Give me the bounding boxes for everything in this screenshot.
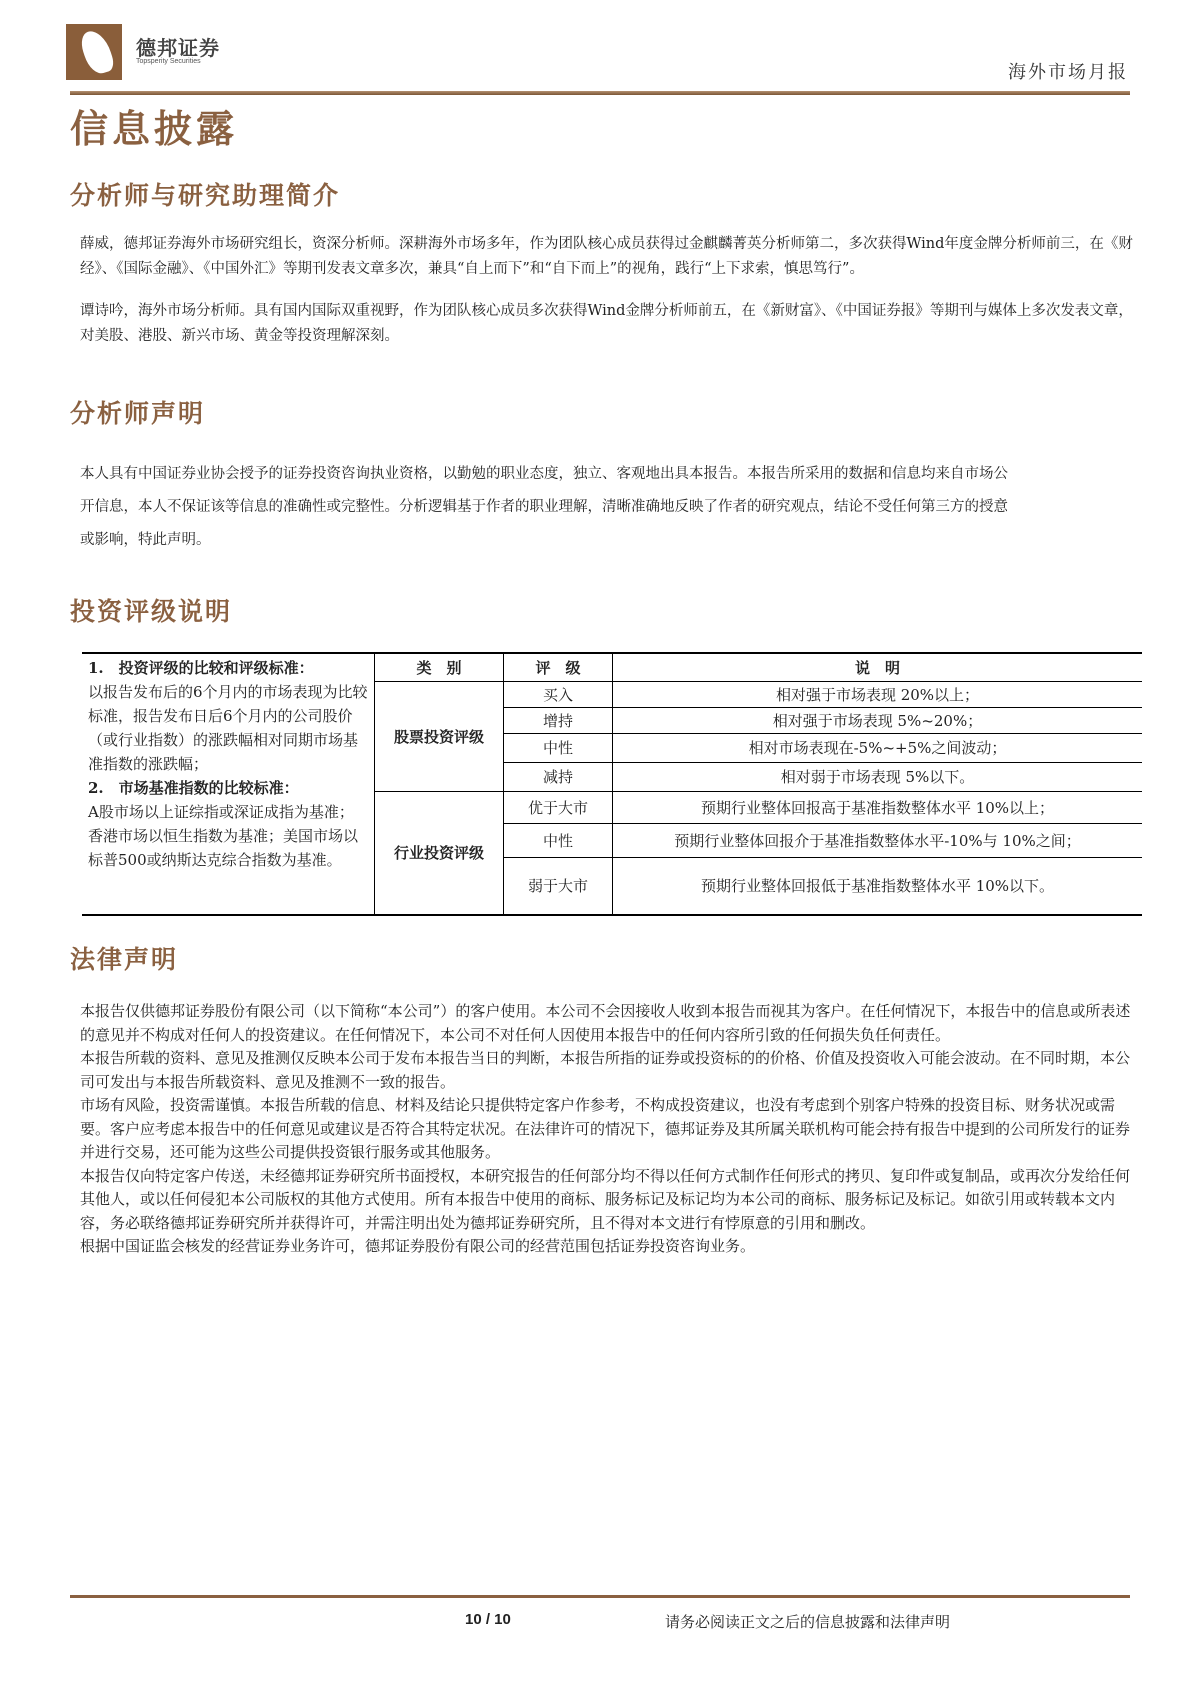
description-cell: 相对市场表现在-5%~+5%之间波动； xyxy=(613,733,1143,762)
analyst-intro-paragraph: 谭诗吟，海外市场分析师。具有国内国际双重视野，作为团队核心成员多次获得Wind金牌分析师前五，在《新财富》、《中国证券报》等期刊与媒体上多次发表文章，对美股、港股、新兴市场、黄金等投资理解深刻。 xyxy=(80,303,1133,344)
legal-paragraph: 市场有风险，投资需谨慎。本报告所载的信息、材料及结论只提供特定客户作参考，不构成投资建议，也没有考虑到个别客户特殊的投资目标、财务状况或需要。客户应考虑本报告中的任何意见或建议是否符合其特定状况。在法律许可的情况下，德邦证券及其所属关联机构可能会持有报告中提到的公司所发行的证券并进行交易，还可能为这些公司提供投资银行服务或其他服务。 xyxy=(80,1096,1131,1161)
rating-cell: 中性 xyxy=(504,733,613,762)
legal-statement xyxy=(80,1000,1140,1259)
column-header-description: 说 明 xyxy=(613,653,1143,681)
legal-paragraph: 本报告所载的资料、意见及推测仅反映本公司于发布本报告当日的判断，本报告所指的证券或投资标的的价格、价值及投资收入可能会波动。在不同时期，本公司可发出与本报告所载资料、意见及推测不一致的报告。 xyxy=(80,1049,1131,1091)
analyst-intro-heading: 分析师与研究助理简介 xyxy=(70,181,341,210)
criteria-title-1: 1. 投资评级的比较和评级标准： xyxy=(88,659,314,677)
rating-heading: 投资评级说明 xyxy=(70,597,233,626)
description-cell: 相对强于市场表现 5%~20%； xyxy=(613,707,1143,733)
rating-cell: 增持 xyxy=(504,707,613,733)
description-cell: 预期行业整体回报高于基准指数整体水平 10%以上； xyxy=(613,791,1143,823)
logo-mark-icon xyxy=(66,24,122,80)
category-stock: 股票投资评级 xyxy=(375,681,504,791)
footer-notice: 请务必阅读正文之后的信息披露和法律声明 xyxy=(665,1613,951,1631)
rating-cell: 优于大市 xyxy=(504,791,613,823)
logo-name-en: Topsperity Securities xyxy=(136,58,201,65)
criteria-text-1: 以报告发布后的6个月内的市场表现为比较标准，报告发布日后6个月内的公司股价（或行业指数）的涨跌幅相对同期市场基准指数的涨跌幅； xyxy=(88,683,368,773)
analyst-statement-heading: 分析师声明 xyxy=(70,399,206,428)
report-type: 海外市场月报 xyxy=(1008,62,1128,83)
header-divider xyxy=(70,91,1130,95)
rating-cell: 减持 xyxy=(504,762,613,791)
rating-cell: 中性 xyxy=(504,823,613,857)
footer-divider xyxy=(70,1595,1130,1598)
description-cell: 相对强于市场表现 20%以上； xyxy=(613,681,1143,707)
legal-paragraph: 本报告仅供德邦证券股份有限公司（以下简称“本公司”）的客户使用。本公司不会因接收人收到本报告而视其为客户。在任何情况下，本报告中的信息或所表述的意见并不构成对任何人的投资建议。在任何情况下，本公司不对任何人因使用本报告中的任何内容所引致的任何损失负任何责任。 xyxy=(80,1002,1131,1044)
category-industry: 行业投资评级 xyxy=(375,791,504,915)
page-number: 10 / 10 xyxy=(465,1611,511,1628)
legal-paragraph: 根据中国证监会核发的经营证券业务许可，德邦证券股份有限公司的经营范围包括证券投资咨询业务。 xyxy=(80,1237,756,1255)
rating-cell: 弱于大市 xyxy=(504,857,613,915)
legal-heading: 法律声明 xyxy=(70,945,179,974)
logo-name-cn: 德邦证券 xyxy=(136,36,220,60)
criteria-title-2: 2. 市场基准指数的比较标准： xyxy=(88,779,299,797)
rating-table xyxy=(82,652,1142,916)
rating-criteria xyxy=(82,653,375,915)
analyst-statement-text: 本人具有中国证券业协会授予的证券投资咨询执业资格，以勤勉的职业态度，独立、客观地出具本报告。本报告所采用的数据和信息均来自市场公开信息，本人不保证该等信息的准确性或完整性。分析逻辑基于作者的职业理解，清晰准确地反映了作者的研究观点，结论不受任何第三方的授意或影响，特此声明。 xyxy=(80,466,1008,548)
description-cell: 预期行业整体回报介于基准指数整体水平-10%与 10%之间； xyxy=(613,823,1143,857)
criteria-text-2: A股市场以上证综指或深证成指为基准；香港市场以恒生指数为基准；美国市场以标普500或纳斯达克综合指数为基准。 xyxy=(88,803,359,869)
rating-cell: 买入 xyxy=(504,681,613,707)
page-title: 信息披露 xyxy=(70,106,239,151)
column-header-category: 类 别 xyxy=(375,653,504,681)
description-cell: 相对弱于市场表现 5%以下。 xyxy=(613,762,1143,791)
column-header-rating: 评 级 xyxy=(504,653,613,681)
company-logo xyxy=(66,24,266,82)
legal-paragraph: 本报告仅向特定客户传送，未经德邦证券研究所书面授权，本研究报告的任何部分均不得以任何方式制作任何形式的拷贝、复印件或复制品，或再次分发给任何其他人，或以任何侵犯本公司版权的其他方式使用。所有本报告中使用的商标、服务标记及标记均为本公司的商标、服务标记及标记。如欲引用或转载本文内容，务必联络德邦证券研究所并获得许可，并需注明出处为德邦证券研究所，且不得对本文进行有悖原意的引用和删改。 xyxy=(80,1166,1131,1232)
analyst-intro-paragraph: 薛威，德邦证券海外市场研究组长，资深分析师。深耕海外市场多年，作为团队核心成员获得过金麒麟菁英分析师第二，多次获得Wind年度金牌分析师前三，在《财经》、《国际金融》、《中国外汇》等期刊发表文章多次，兼具“自上而下”和“自下而上”的视角，践行“上下求索，慎思笃行”。 xyxy=(80,236,1133,277)
description-cell: 预期行业整体回报低于基准指数整体水平 10%以下。 xyxy=(613,857,1143,915)
